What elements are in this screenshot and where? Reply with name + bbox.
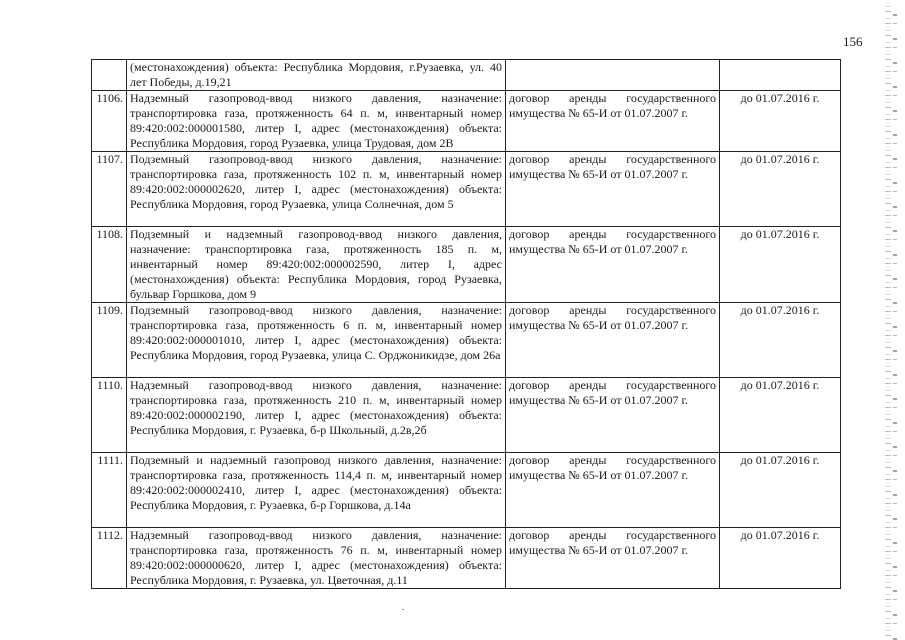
table-row	[92, 528, 841, 589]
lease-term: до 01.07.2016 г.	[720, 378, 841, 453]
scan-edge-artifact	[885, 0, 891, 640]
lease-basis: договор аренды государственного имущества № 65-И от 01.07.2007 г.	[506, 303, 720, 378]
object-description: (местонахождения) объекта: Республика Мордовия, г.Рузаевка, ул. 40 лет Победы, д.19,21	[127, 60, 506, 91]
lease-basis: договор аренды государственного имущества № 65-И от 01.07.2007 г.	[506, 378, 720, 453]
lease-basis: договор аренды государственного имущества № 65-И от 01.07.2007 г.	[506, 152, 720, 227]
table-row-continuation	[92, 60, 841, 91]
table-row	[92, 303, 841, 378]
page-number: 156	[843, 34, 863, 49]
table-row	[92, 152, 841, 227]
lease-term: до 01.07.2016 г.	[720, 227, 841, 303]
lease-term: до 01.07.2016 г.	[720, 453, 841, 528]
object-description: Подземный и надземный газопровод низкого давления, назначение: транспортировка газа, протяженность 114,4 п. м, инвентарный номер 89:420:002:000002410, литер I, адрес (местонахождения) объекта: Республика Мордовия, г. Рузаевка, б-р Горшкова, д.14а	[127, 453, 506, 528]
row-number: 1110.	[92, 378, 127, 453]
lease-basis	[506, 60, 720, 91]
row-number	[92, 60, 127, 91]
lease-term: до 01.07.2016 г.	[720, 528, 841, 589]
lease-basis: договор аренды государственного имущества № 65-И от 01.07.2007 г.	[506, 453, 720, 528]
row-number: 1112.	[92, 528, 127, 589]
lease-basis: договор аренды государственного имущества № 65-И от 01.07.2007 г.	[506, 528, 720, 589]
scan-speck	[402, 609, 404, 610]
object-description: Надземный газопровод-ввод низкого давления, назначение: транспортировка газа, протяженность 210 п. м, инвентарный номер 89:420:002:000002190, литер I, адрес (местонахождения) объекта: Республика Мордовия, г. Рузаевка, б-р Школьный, д.2в,2б	[127, 378, 506, 453]
row-number: 1108.	[92, 227, 127, 303]
table-row	[92, 91, 841, 152]
object-description: Надземный газопровод-ввод низкого давления, назначение: транспортировка газа, протяженность 64 п. м, инвентарный номер 89:420:002:000001580, литер I, адрес (местонахождения) объекта: Республика Мордовия, город Рузаевка, улица Трудовая, дом 2В	[127, 91, 506, 152]
table-row	[92, 378, 841, 453]
row-number: 1107.	[92, 152, 127, 227]
row-number: 1111.	[92, 453, 127, 528]
lease-term: до 01.07.2016 г.	[720, 303, 841, 378]
object-description: Подземный газопровод-ввод низкого давления, назначение: транспортировка газа, протяженность 102 п. м, инвентарный номер 89:420:002:000002620, литер I, адрес (местонахождения) объекта: Республика Мордовия, город Рузаевка, улица Солнечная, дом 5	[127, 152, 506, 227]
table-row	[92, 227, 841, 303]
lease-basis: договор аренды государственного имущества № 65-И от 01.07.2007 г.	[506, 227, 720, 303]
property-registry-table	[91, 59, 841, 589]
lease-term: до 01.07.2016 г.	[720, 91, 841, 152]
lease-term: до 01.07.2016 г.	[720, 152, 841, 227]
object-description: Подземный и надземный газопровод-ввод низкого давления, назначение: транспортировка газа, протяженность 185 п. м, инвентарный номер 89:420:002:000002590, литер I, адрес (местонахождения) объекта: Республика Мордовия, город Рузаевка, бульвар Горшкова, дом 9	[127, 227, 506, 303]
row-number: 1109.	[92, 303, 127, 378]
lease-term	[720, 60, 841, 91]
object-description: Надземный газопровод-ввод низкого давления, назначение: транспортировка газа, протяженность 76 п. м, инвентарный номер 89:420:002:000000620, литер I, адрес (местонахождения) объекта: Республика Мордовия, г. Рузаевка, ул. Цветочная, д.11	[127, 528, 506, 589]
row-number: 1106.	[92, 91, 127, 152]
scan-edge-artifact-dark	[893, 0, 897, 640]
lease-basis: договор аренды государственного имущества № 65-И от 01.07.2007 г.	[506, 91, 720, 152]
table-row	[92, 453, 841, 528]
object-description: Подземный газопровод-ввод низкого давления, назначение: транспортировка газа, протяженность 6 п. м, инвентарный номер 89:420:002:000001010, литер I, адрес (местонахождения) объекта: Республика Мордовия, город Рузаевка, улица С. Орджоникидзе, дом 26а	[127, 303, 506, 378]
